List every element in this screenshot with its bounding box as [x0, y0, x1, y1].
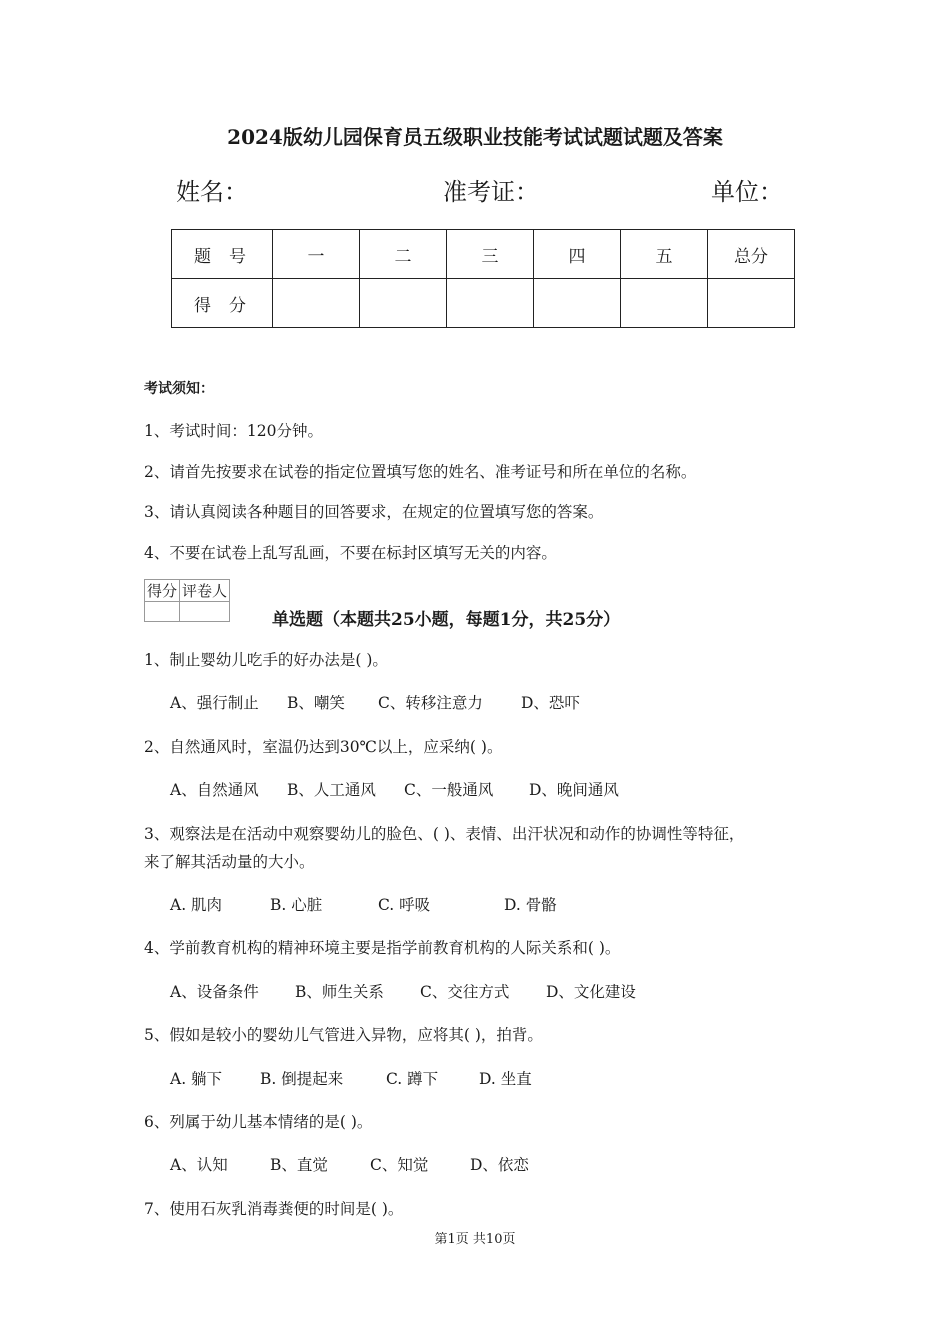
column-header: 三: [447, 230, 534, 279]
answer-option[interactable]: C. 呼吸: [378, 896, 431, 914]
answer-option[interactable]: A. 肌肉: [170, 896, 223, 914]
answer-option[interactable]: A、自然通风: [170, 781, 259, 799]
column-header: 五: [621, 230, 708, 279]
answer-option[interactable]: B、嘲笑: [287, 694, 345, 712]
page-title: 2024版幼儿园保育员五级职业技能考试试题试题及答案: [227, 125, 723, 149]
unit-field-label: 单位：: [711, 178, 783, 206]
answer-option[interactable]: B、师生关系: [295, 983, 384, 1001]
section-title: 单选题（本题共25小题，每题1分，共25分）: [272, 610, 621, 630]
answer-option[interactable]: B. 倒提起来: [260, 1070, 344, 1088]
question-text: 6、列属于幼儿基本情绪的是( )。: [144, 1113, 373, 1131]
score-cell[interactable]: [447, 279, 534, 328]
answer-option[interactable]: D、恐吓: [521, 694, 580, 712]
notice-item: 3、请认真阅读各种题目的回答要求，在规定的位置填写您的答案。: [144, 503, 604, 521]
grader-box-grader-label: 评卷人: [180, 580, 230, 602]
answer-option[interactable]: D、文化建设: [546, 983, 636, 1001]
score-cell[interactable]: [360, 279, 447, 328]
grader-box-grader-cell[interactable]: [180, 602, 230, 622]
grader-box: [144, 579, 230, 622]
question-text: 3、观察法是在活动中观察婴幼儿的脸色、( )、表情、出汗状况和动作的协调性等特征，: [144, 825, 745, 843]
question-text: 5、假如是较小的婴幼儿气管进入异物，应将其( )，拍背。: [144, 1026, 543, 1044]
answer-option[interactable]: B. 心脏: [270, 896, 323, 914]
notice-heading: 考试须知：: [144, 381, 214, 397]
question-text: 2、自然通风时，室温仍达到30℃以上，应采纳( )。: [144, 738, 503, 756]
grader-box-score-label: 得分: [145, 580, 180, 602]
question-text: 7、使用石灰乳消毒粪便的时间是( )。: [144, 1200, 404, 1218]
answer-option[interactable]: A、强行制止: [170, 694, 259, 712]
answer-option[interactable]: D. 坐直: [479, 1070, 532, 1088]
score-cell[interactable]: [534, 279, 621, 328]
question-text: 1、制止婴幼儿吃手的好办法是( )。: [144, 651, 388, 669]
answer-option[interactable]: C. 蹲下: [386, 1070, 439, 1088]
page-number: 第1页 共10页: [434, 1232, 516, 1247]
answer-option[interactable]: C、知觉: [370, 1156, 429, 1174]
answer-option[interactable]: D、晚间通风: [529, 781, 619, 799]
notice-item: 2、请首先按要求在试卷的指定位置填写您的姓名、准考证号和所在单位的名称。: [144, 463, 697, 481]
answer-option[interactable]: C、交往方式: [420, 983, 510, 1001]
score-table: [171, 229, 795, 328]
column-header: 四: [534, 230, 621, 279]
score-cell[interactable]: [273, 279, 360, 328]
score-table-score-row: [172, 279, 795, 328]
exam-id-field-label: 准考证：: [443, 178, 539, 206]
notice-item: 1、考试时间：120分钟。: [144, 422, 323, 440]
notice-item: 4、不要在试卷上乱写乱画，不要在标封区填写无关的内容。: [144, 544, 557, 562]
question-text: 4、学前教育机构的精神环境主要是指学前教育机构的人际关系和( )。: [144, 939, 621, 957]
score-cell[interactable]: [708, 279, 795, 328]
answer-option[interactable]: C、转移注意力: [378, 694, 483, 712]
name-field-label: 姓名：: [176, 178, 248, 206]
answer-option[interactable]: A、认知: [170, 1156, 228, 1174]
answer-option[interactable]: D. 骨骼: [504, 896, 557, 914]
answer-option[interactable]: A、设备条件: [170, 983, 259, 1001]
row-label-score: 得分: [172, 279, 273, 328]
answer-option[interactable]: C、一般通风: [404, 781, 494, 799]
score-table-header-row: [172, 230, 795, 279]
column-header: 一: [273, 230, 360, 279]
answer-option[interactable]: A. 躺下: [170, 1070, 223, 1088]
column-header: 总分: [708, 230, 795, 279]
answer-option[interactable]: B、直觉: [270, 1156, 328, 1174]
answer-option[interactable]: B、人工通风: [287, 781, 376, 799]
grader-box-score-cell[interactable]: [145, 602, 180, 622]
question-text-continued: 来了解其活动量的大小。: [144, 853, 315, 871]
answer-option[interactable]: D、依恋: [470, 1156, 529, 1174]
row-label-question-number: 题号: [172, 230, 273, 279]
column-header: 二: [360, 230, 447, 279]
score-cell[interactable]: [621, 279, 708, 328]
